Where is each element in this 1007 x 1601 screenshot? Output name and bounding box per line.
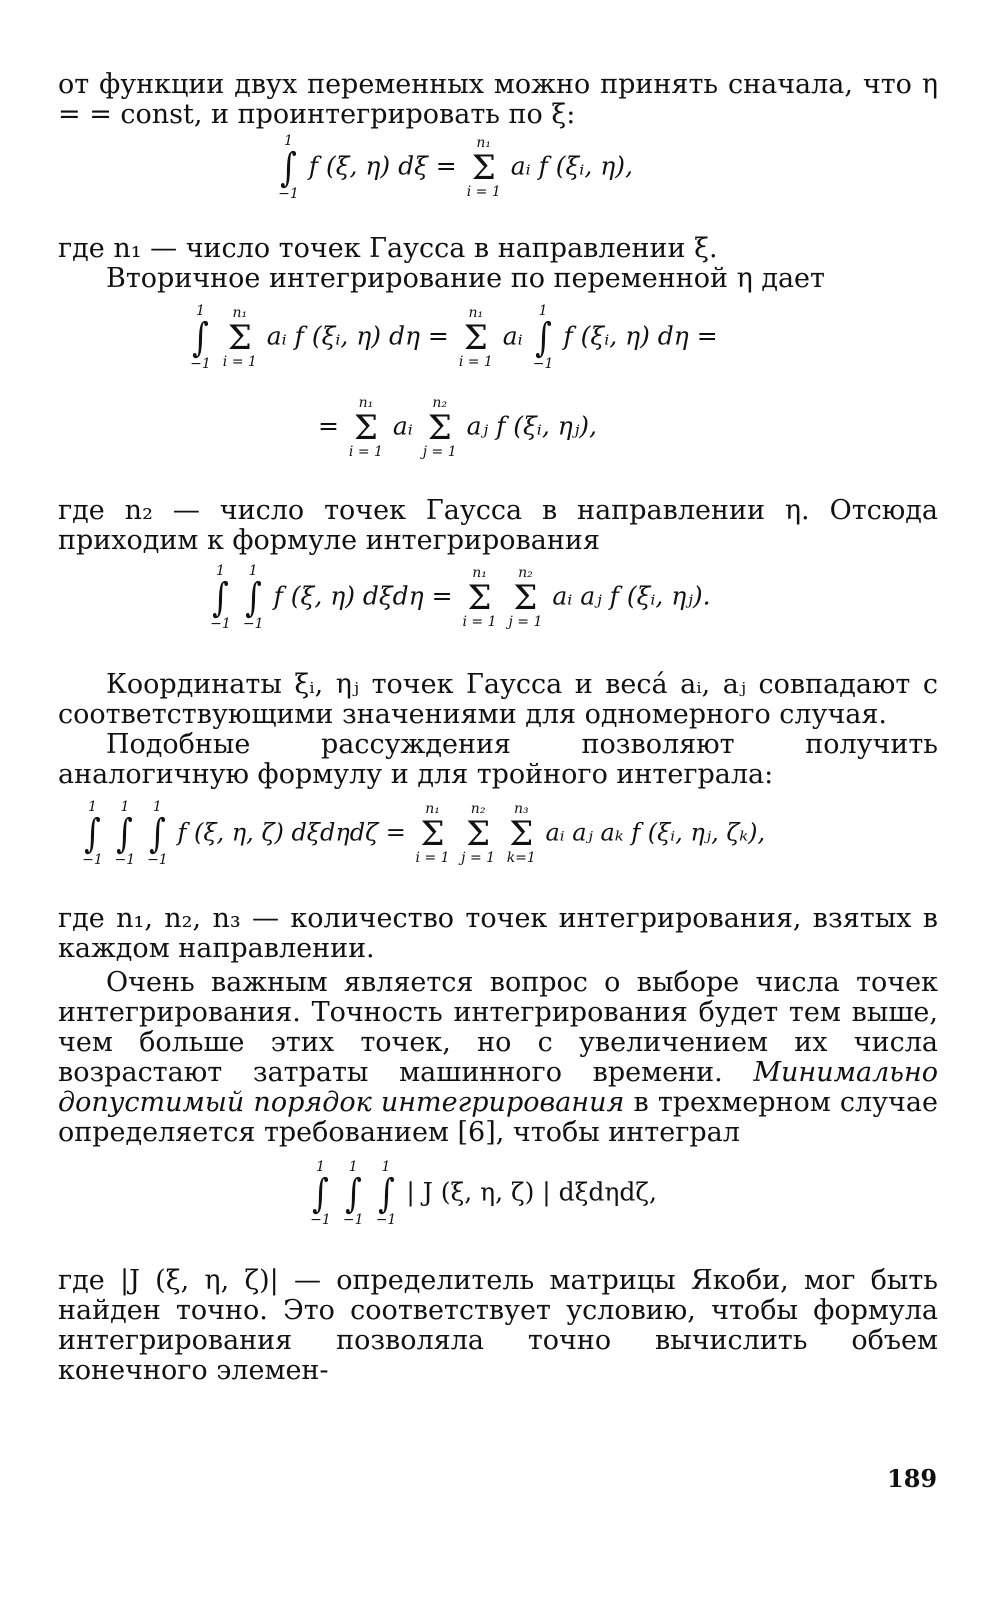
emphasis: Минимально допустимый порядок интегрирования xyxy=(58,1057,938,1118)
equation-2b: = n₁ Σ i = 1 aᵢ n₂ Σ j = 1 aⱼ f (ξᵢ, ηⱼ), xyxy=(318,395,597,460)
paragraph: где n₂ — число точек Гаусса в направлении η. Отсюда приходим к формуле интегрирования xyxy=(58,495,938,556)
paragraph: Вторичное интегрирование по переменной η дает xyxy=(106,263,825,294)
equation-4: 1 ∫ −1 1 ∫ −1 1 ∫ −1 f (ξ, η, ζ) dξdηdζ = n₁ Σ i = 1 n₂ Σ j = 1 n₃ Σ k=1 aᵢ aⱼ aₖ f (ξᵢ, ηⱼ, ζₖ), xyxy=(82,799,766,868)
int-lower: −1 xyxy=(278,186,299,202)
equation-3: 1 ∫ −1 1 ∫ −1 f (ξ, η) dξdη = n₁ Σ i = 1 n₂ Σ j = 1 aᵢ aⱼ f (ξᵢ, ηⱼ). xyxy=(210,563,711,632)
equation-5: 1 ∫ −1 1 ∫ −1 1 ∫ −1 | J (ξ, η, ζ) | dξdηdζ, xyxy=(310,1159,657,1228)
paragraph: Очень важным является вопрос о выборе числа точек интегрирования. Точность интегрирования будет тем выше, чем больше этих точек, но с увеличением их числа возрастают затраты машинного времени. Минимально допустимый порядок интегрирования в трехмерном случае определяется требованием [6], чтобы интеграл xyxy=(58,967,938,1148)
int-upper: 1 xyxy=(283,133,293,149)
page-number: 189 xyxy=(887,1464,938,1493)
paragraph: где n₁ — число точек Гаусса в направлении ξ. xyxy=(58,233,718,264)
paragraph: от функции двух переменных можно принять сначала, что η = = const, и проинтегрировать по ξ: xyxy=(58,69,938,130)
integrand: f (ξ, η) dξ = xyxy=(308,151,457,181)
paragraph: где |J (ξ, η, ζ)| — определитель матрицы Якоби, мог быть найден точно. Это соответствует условию, чтобы формула интегрирования позволяла точно вычислить объем конечного элемен- xyxy=(58,1265,938,1386)
page-body xyxy=(58,70,938,1386)
paragraph: Координаты ξᵢ, ηⱼ точек Гаусса и весá aᵢ, aⱼ совпадают с соответствующими значениями для одномерного случая. xyxy=(58,669,938,730)
equation-2a: 1 ∫ −1 n₁ Σ i = 1 aᵢ f (ξᵢ, η) dη = n₁ Σ i = 1 aᵢ 1 ∫ −1 f (ξᵢ, η) dη = xyxy=(190,303,718,372)
paragraph: где n₁, n₂, n₃ — количество точек интегрирования, взятых в каждом направлении. xyxy=(58,903,938,964)
paragraph: Подобные рассуждения позволяют получить аналогичную формулу и для тройного интеграла: xyxy=(58,729,938,790)
equation-1: 1 ∫ −1 f (ξ, η) dξ = n₁ Σ i = 1 aᵢ f (ξᵢ, η), xyxy=(278,133,633,202)
